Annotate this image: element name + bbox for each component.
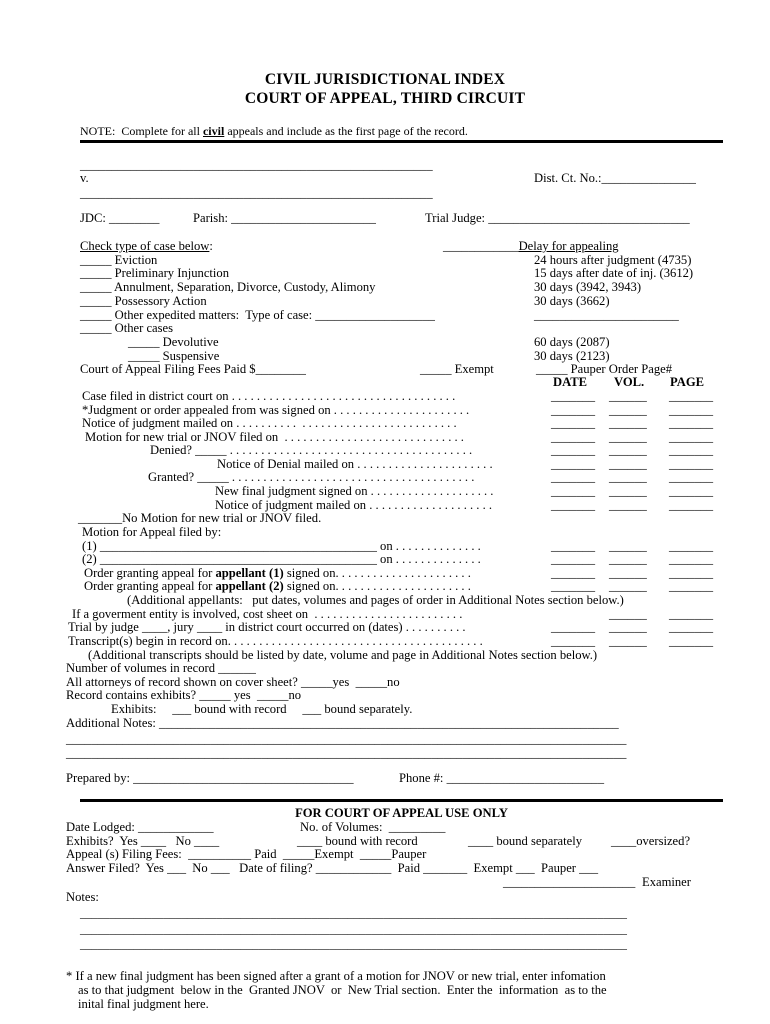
vol-blank[interactable]: ______: [609, 539, 647, 553]
row-new-final-judgment: New final judgment signed on . . . . . . . . . . . . . . . . . . . .: [215, 484, 494, 498]
trial-judge-field[interactable]: Trial Judge: ________________________________: [425, 211, 690, 225]
versus-label: v.: [80, 171, 89, 185]
order2-appellant: appellant (2): [215, 579, 284, 593]
col-vol: VOL.: [614, 375, 645, 389]
date-blank[interactable]: _______: [551, 403, 596, 417]
phone-field[interactable]: Phone #: _________________________: [399, 771, 604, 785]
vol-blank[interactable]: ______: [609, 470, 647, 484]
date-blank[interactable]: _______: [551, 552, 596, 566]
row-transcript: Transcript(s) begin in record on. . . . . . . . . . . . . . . . . . . . . . . . . . . . . . . . . . . . . . . . .: [68, 634, 483, 648]
delay-suspensive: 30 days (2123): [534, 349, 610, 363]
delay-annulment: 30 days (3942, 3943): [534, 280, 642, 294]
row-no-motion[interactable]: _______No Motion for new trial or JNOV filed.: [78, 511, 322, 525]
note-civil: civil: [202, 124, 225, 138]
form-title: CIVIL JURISDICTIONAL INDEX: [264, 71, 506, 88]
order1-text-c: signed on. . . . . . . . . . . . . . . . . . . . . .: [283, 566, 471, 580]
page-blank[interactable]: _______: [669, 634, 714, 648]
row-order-appellant-2: [84, 579, 471, 593]
page-blank[interactable]: _______: [669, 389, 714, 403]
vol-blank[interactable]: ______: [609, 566, 647, 580]
case-type-other-expedited[interactable]: _____ Other expedited matters: Type of case: ___________________: [80, 308, 435, 322]
row-notice-denial: Notice of Denial mailed on . . . . . . . . . . . . . . . . . . . . . .: [217, 457, 493, 471]
page-blank[interactable]: _______: [669, 470, 714, 484]
vol-blank[interactable]: ______: [609, 620, 647, 634]
vol-blank[interactable]: ______: [609, 389, 647, 403]
additional-notes-field[interactable]: Additional Notes: _________________________________________________________________________: [66, 716, 619, 730]
jdc-field[interactable]: JDC: ________: [80, 211, 160, 225]
page-blank[interactable]: _______: [669, 416, 714, 430]
date-blank[interactable]: _______: [551, 498, 596, 512]
delay-eviction: 24 hours after judgment (4735): [534, 253, 692, 267]
case-type-heading: [80, 239, 213, 253]
page-blank[interactable]: _______: [669, 579, 714, 593]
row-order-appellant-1: [84, 566, 471, 580]
order2-text-c: signed on. . . . . . . . . . . . . . . . . . . . . .: [283, 579, 471, 593]
note-rule: [80, 140, 723, 143]
vol-blank[interactable]: ______: [609, 552, 647, 566]
appeal-filing-fees[interactable]: Appeal (s) Filing Fees: __________ Paid _____Exempt _____Pauper: [66, 847, 427, 861]
case-type-annulment[interactable]: _____ Annulment, Separation, Divorce, Custody, Alimony: [80, 280, 376, 294]
vol-blank[interactable]: ______: [609, 430, 647, 444]
additional-notes-line-1[interactable]: _________________________________________________________________________________________: [66, 732, 627, 746]
court-notes-line-2[interactable]: ____________________________________________________________________________________________: [80, 922, 627, 936]
filing-fees-field[interactable]: Court of Appeal Filing Fees Paid $________: [80, 362, 306, 376]
additional-notes-line-2[interactable]: _________________________________________________________________________________________: [66, 746, 627, 760]
order1-text-a: Order granting appeal for: [84, 566, 216, 580]
case-type-heading-text: Check type of case below: [80, 239, 210, 253]
answer-filed[interactable]: Answer Filed? Yes ___ No ___ Date of filing? ____________ Paid _______ Exempt ___ Pauper ___: [66, 861, 599, 875]
note-text-a: NOTE: Complete for all: [80, 124, 203, 138]
delay-devolutive: 60 days (2087): [534, 335, 610, 349]
case-type-injunction[interactable]: _____ Preliminary Injunction: [80, 266, 230, 280]
page-blank[interactable]: _______: [669, 457, 714, 471]
court-exhibits-field[interactable]: Exhibits? Yes ____ No ____: [66, 834, 220, 848]
date-blank[interactable]: _______: [551, 457, 596, 471]
case-type-other[interactable]: _____ Other cases: [80, 321, 174, 335]
note-text-c: appeals and include as the first page of the record.: [224, 124, 468, 138]
case-type-suspensive[interactable]: _____ Suspensive: [128, 349, 220, 363]
date-blank[interactable]: _______: [551, 566, 596, 580]
case-type-eviction[interactable]: _____ Eviction: [80, 253, 158, 267]
case-type-possessory[interactable]: _____ Possessory Action: [80, 294, 207, 308]
date-blank[interactable]: _______: [551, 620, 596, 634]
page-blank[interactable]: _______: [669, 430, 714, 444]
footnote-line-2: as to that judgment below in the Granted JNOV or New Trial section. Enter the information as to the: [78, 983, 607, 997]
court-title: COURT OF APPEAL, THIRD CIRCUIT: [244, 90, 526, 107]
case-type-heading-colon: :: [209, 239, 213, 253]
vol-blank[interactable]: ______: [609, 416, 647, 430]
date-blank[interactable]: _______: [551, 634, 596, 648]
note-additional-appellants: (Additional appellants: put dates, volumes and pages of order in Additional Notes section below.): [127, 593, 624, 607]
page-blank[interactable]: _______: [669, 443, 714, 457]
col-date: DATE: [553, 375, 588, 389]
row-judgment-signed: *Judgment or order appealed from was signed on . . . . . . . . . . . . . . . . . . . . . .: [82, 403, 470, 417]
date-lodged-field[interactable]: Date Lodged: ____________: [66, 820, 214, 834]
vol-blank[interactable]: ______: [609, 607, 647, 621]
footnote-line-3: inital final judgment here.: [78, 997, 209, 1011]
court-use-rule: [80, 799, 723, 802]
date-blank[interactable]: _______: [551, 539, 596, 553]
footnote-line-1: * If a new final judgment has been signed after a grant of a motion for JNOV or new trial, enter infomation: [66, 969, 606, 983]
row-trial-by[interactable]: Trial by judge ____, jury ____ in district court occurred on (dates) . . . . . . . . . .: [68, 620, 466, 634]
vol-blank[interactable]: ______: [609, 457, 647, 471]
court-bound-separately[interactable]: ____ bound separately: [468, 834, 583, 848]
row-notice-mailed: Notice of judgment mailed on . . . . . . . . . . . . . . . . . . . . . . . . . . . . . . . . . . .: [82, 416, 457, 430]
delay-other-expedited[interactable]: _______________________: [534, 308, 679, 322]
row-motion-appeal: Motion for Appeal filed by:: [82, 525, 222, 539]
caption-blank-bottom[interactable]: ________________________________________________________: [80, 186, 433, 200]
fees-exempt[interactable]: _____ Exempt: [420, 362, 494, 376]
num-volumes-field[interactable]: Number of volumes in record ______: [66, 661, 256, 675]
court-notes-line-3[interactable]: ____________________________________________________________________________________________: [80, 937, 627, 951]
parish-field[interactable]: Parish: _______________________: [193, 211, 376, 225]
num-volumes-court-field[interactable]: No. of Volumes: _________: [300, 820, 446, 834]
court-oversized[interactable]: ____oversized?: [611, 834, 691, 848]
pauper-order-page[interactable]: _____ Pauper Order Page#: [536, 362, 673, 376]
row-government-entity: If a goverment entity is involved, cost sheet on . . . . . . . . . . . . . . . . . . . . . . . .: [72, 607, 463, 621]
vol-blank[interactable]: ______: [609, 484, 647, 498]
vol-blank[interactable]: ______: [609, 498, 647, 512]
date-blank[interactable]: _______: [551, 484, 596, 498]
dist-ct-no-field[interactable]: Dist. Ct. No.:_______________: [534, 171, 696, 185]
record-contains-exhibits[interactable]: Record contains exhibits? _____ yes _____no: [66, 688, 302, 702]
court-use-heading: FOR COURT OF APPEAL USE ONLY: [295, 806, 508, 820]
delay-possessory: 30 days (3662): [534, 294, 610, 308]
prepared-by-field[interactable]: Prepared by: ___________________________________: [66, 771, 354, 785]
row-granted[interactable]: Granted? _____ . . . . . . . . . . . . . . . . . . . . . . . . . . . . . . . . . . . . . . .: [148, 470, 475, 484]
delay-heading: [443, 239, 619, 253]
note-additional-transcripts: (Additional transcripts should be listed by date, volume and page in Additional Notes section below.): [88, 648, 598, 662]
col-page: PAGE: [670, 375, 705, 389]
date-blank[interactable]: _______: [551, 579, 596, 593]
row-motion-new-trial: Motion for new trial or JNOV filed on . . . . . . . . . . . . . . . . . . . . . . . . . . . . .: [85, 430, 464, 444]
page-blank[interactable]: _______: [669, 539, 714, 553]
caption-blank-top[interactable]: ________________________________________________________: [80, 158, 433, 172]
date-blank[interactable]: _______: [551, 430, 596, 444]
vol-blank[interactable]: ______: [609, 403, 647, 417]
exhibits-binding[interactable]: Exhibits: ___ bound with record ___ bound separately.: [111, 702, 413, 716]
page-blank[interactable]: _______: [669, 552, 714, 566]
order2-text-a: Order granting appeal for: [84, 579, 216, 593]
page-blank[interactable]: _______: [669, 566, 714, 580]
vol-blank[interactable]: ______: [609, 443, 647, 457]
row-denied[interactable]: Denied? _____ . . . . . . . . . . . . . . . . . . . . . . . . . . . . . . . . . . . . . . .: [150, 443, 473, 457]
delay-heading-text: Delay for appealing: [518, 239, 619, 253]
page-blank[interactable]: _______: [669, 484, 714, 498]
vol-blank[interactable]: ______: [609, 579, 647, 593]
vol-blank[interactable]: ______: [609, 634, 647, 648]
delay-injunction: 15 days after date of inj. (3612): [534, 266, 694, 280]
court-notes-label: Notes:: [66, 890, 99, 904]
court-notes-line-1[interactable]: ____________________________________________________________________________________________: [80, 906, 627, 920]
delay-heading-prefix: ____________: [443, 239, 519, 253]
note: [80, 124, 468, 138]
order1-appellant: appellant (1): [215, 566, 284, 580]
page-blank[interactable]: _______: [669, 403, 714, 417]
page-blank[interactable]: _______: [669, 620, 714, 634]
examiner-line[interactable]: _____________________: [503, 875, 636, 889]
page-blank[interactable]: _______: [669, 607, 714, 621]
date-blank[interactable]: _______: [551, 389, 596, 403]
examiner-label: Examiner: [642, 875, 691, 889]
attorneys-cover-sheet[interactable]: All attorneys of record shown on cover sheet? _____yes _____no: [66, 675, 400, 689]
row-appellant-2[interactable]: (2) ____________________________________________ on . . . . . . . . . . . . . .: [82, 552, 481, 566]
date-blank[interactable]: _______: [551, 416, 596, 430]
row-appellant-1[interactable]: (1) ____________________________________________ on . . . . . . . . . . . . . .: [82, 539, 481, 553]
page-blank[interactable]: _______: [669, 498, 714, 512]
court-bound-record[interactable]: ____ bound with record: [297, 834, 418, 848]
date-blank[interactable]: _______: [551, 470, 596, 484]
row-notice-new-judgment: Notice of judgment mailed on . . . . . . . . . . . . . . . . . . . .: [215, 498, 493, 512]
row-case-filed: Case filed in district court on . . . . . . . . . . . . . . . . . . . . . . . . . . . . . . . . . . . .: [82, 389, 456, 403]
date-blank[interactable]: _______: [551, 443, 596, 457]
case-type-devolutive[interactable]: _____ Devolutive: [128, 335, 219, 349]
